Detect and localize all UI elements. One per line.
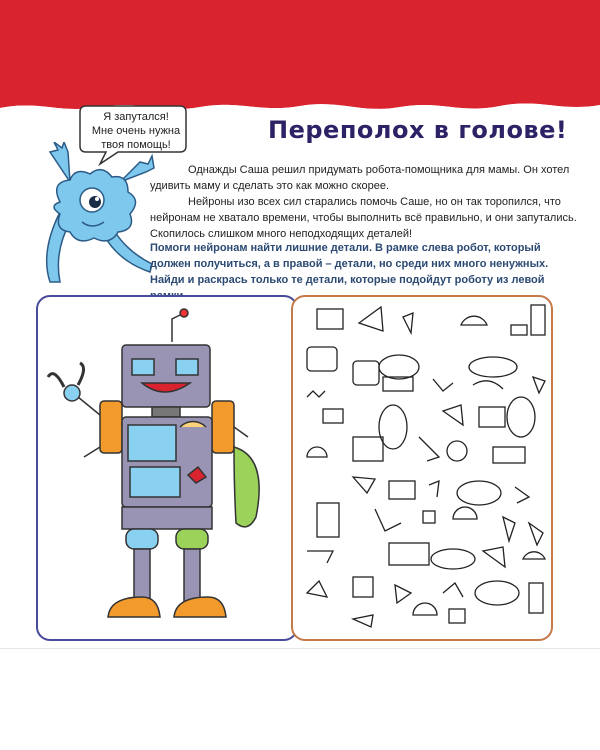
parts-frame (291, 295, 553, 641)
speech-line-1: Я запутался! (103, 111, 169, 123)
robot-frame (36, 295, 298, 641)
speech-line-2: Мне очень нужна (91, 125, 181, 137)
page-title: Переполох в голове! (268, 116, 568, 144)
robot-illustration (38, 297, 296, 639)
story-paragraph-1: Однажды Саша решил придумать робота-помощника для мамы. Он хотел удивить маму и сделать это как можно скорее. (150, 164, 570, 192)
task-instructions: Помоги нейронам найти лишние детали. В рамке слева робот, который должен получиться, а в правой – детали, но среди них много ненужных. Найди и раскрась только те детали, которые подойдут роботу из левой (150, 242, 549, 286)
story-text (150, 162, 582, 242)
story-paragraph-2: Нейроны изо всех сил старались помочь Саше, но он так торопился, что нейронам не хватало времени, чтобы выполнить всё правильно, и они запутались. Скопилось слишком много неподходящих деталей! (150, 196, 577, 240)
robot-parts-illustration (293, 297, 551, 639)
monster-illustration (30, 142, 160, 292)
page-divider (0, 648, 600, 649)
speech-line-3: твоя помощь! (101, 139, 171, 151)
